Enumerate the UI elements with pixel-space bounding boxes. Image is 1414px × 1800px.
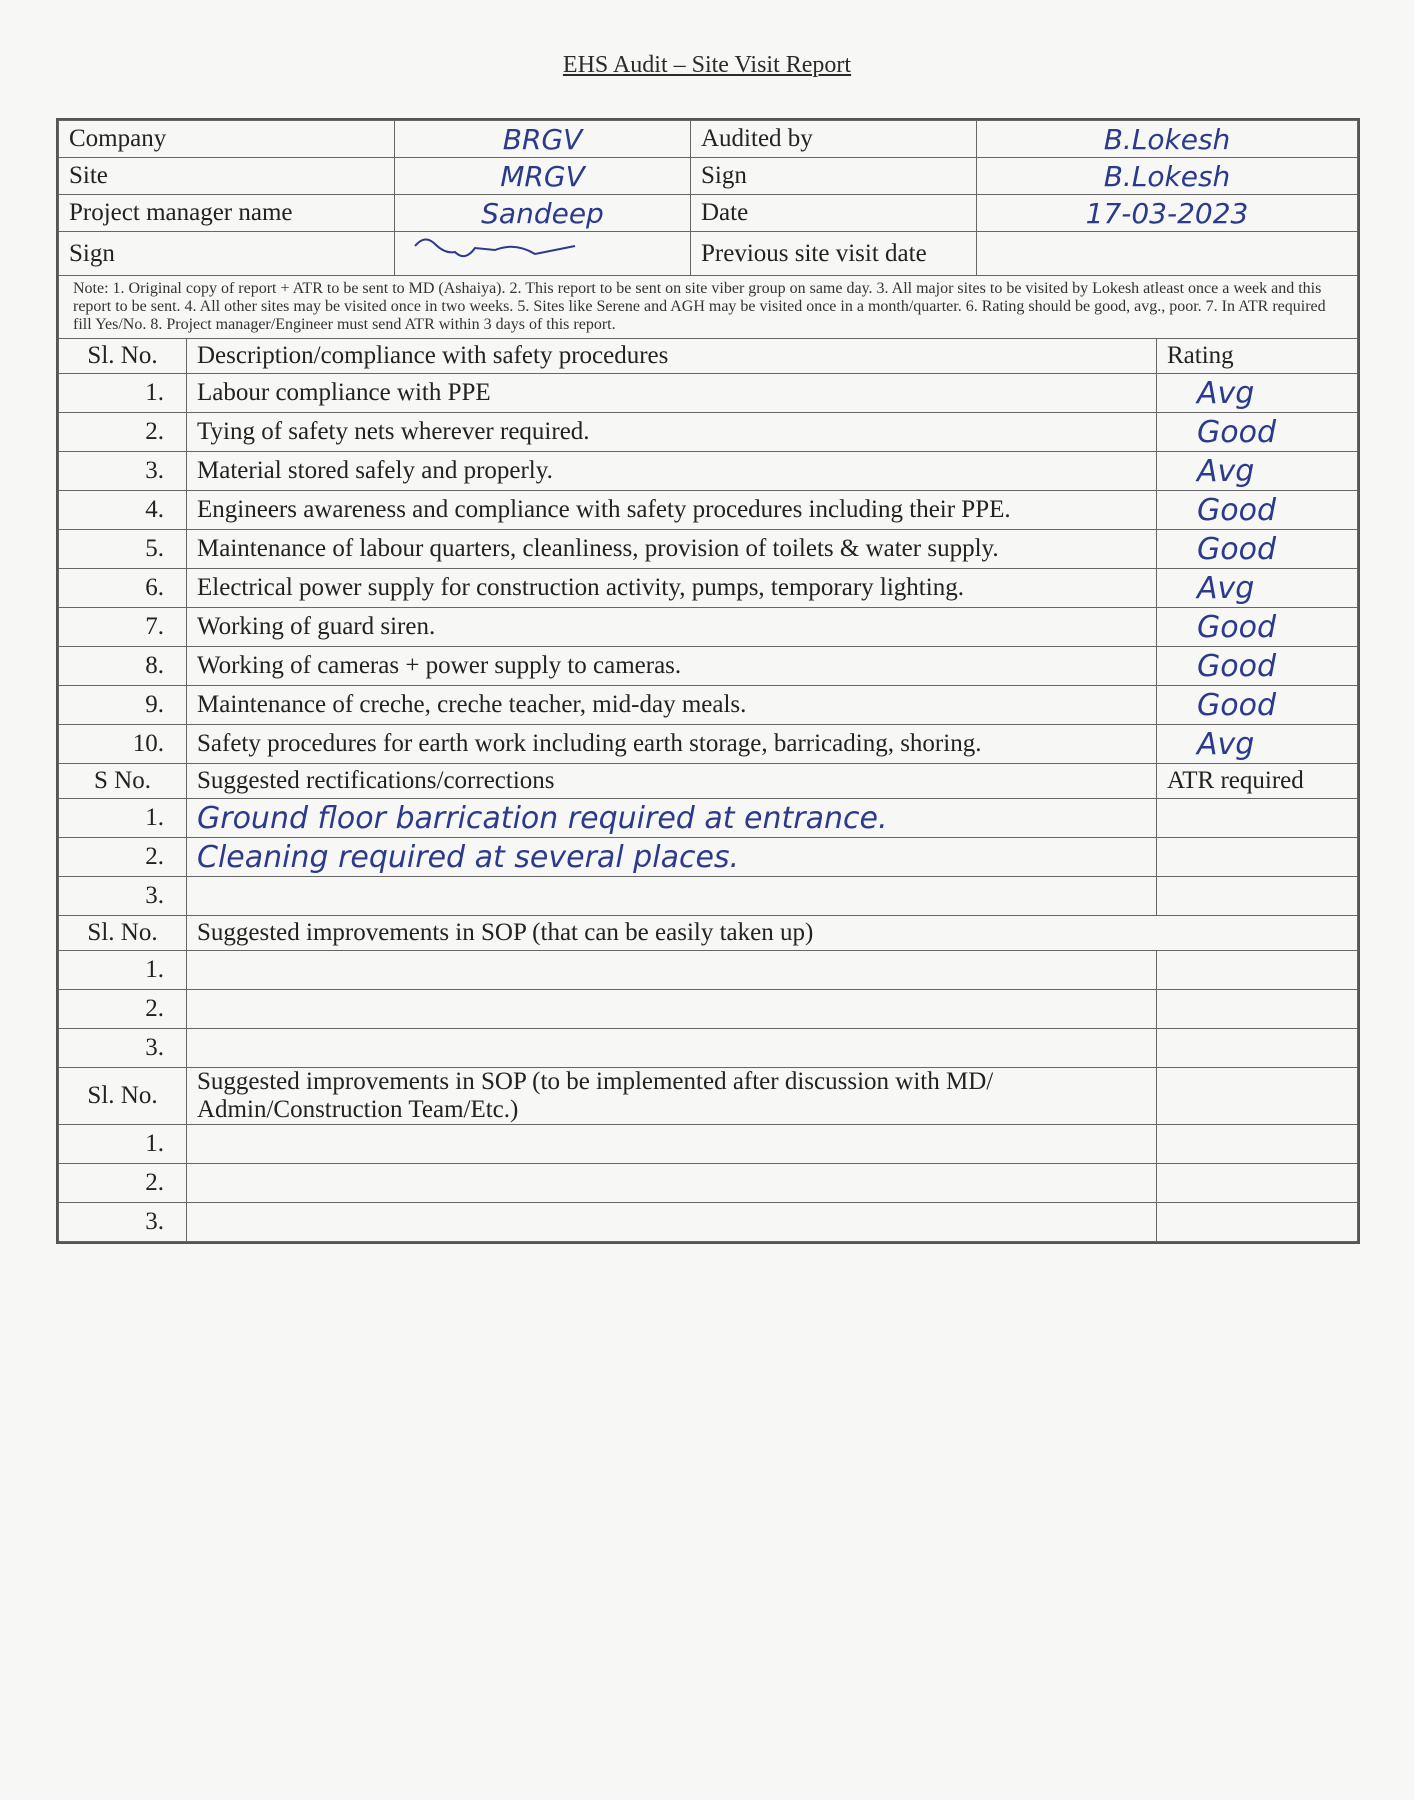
row-rating: Good	[1197, 648, 1276, 684]
row-rating: Good	[1197, 531, 1276, 567]
compliance-col-rating: Rating	[1157, 339, 1358, 374]
blank-cell	[1157, 1203, 1358, 1242]
blank-cell	[1157, 1125, 1358, 1164]
blank-cell	[187, 1029, 1157, 1068]
signature-scribble-icon	[405, 232, 585, 268]
header-table	[58, 120, 1358, 276]
row-number: 3.	[59, 877, 187, 916]
rectifications-col-no: S No.	[59, 764, 187, 799]
table-row	[59, 530, 1358, 569]
rectification-text: Cleaning required at several places.	[187, 838, 1157, 877]
row-number: 5.	[59, 530, 187, 569]
compliance-table	[58, 338, 1358, 1242]
table-row	[59, 990, 1358, 1029]
table-row	[59, 951, 1358, 990]
row-number: 1.	[59, 799, 187, 838]
audit-form	[56, 118, 1360, 1244]
table-row	[59, 1164, 1358, 1203]
blank-cell	[187, 951, 1157, 990]
row-rating: Avg	[1197, 375, 1255, 411]
auditor-sign-label: Sign	[691, 158, 977, 195]
table-row	[59, 877, 1358, 916]
row-description: Tying of safety nets wherever required.	[187, 413, 1157, 452]
prev-visit-value	[977, 232, 1358, 276]
table-row	[59, 374, 1358, 413]
atr-cell	[1157, 799, 1358, 838]
sop-easy-col-desc: Suggested improvements in SOP (that can be easily taken up)	[187, 916, 1358, 951]
row-rating: Good	[1197, 609, 1276, 645]
row-number: 3.	[59, 1203, 187, 1242]
row-number: 3.	[59, 1029, 187, 1068]
table-row	[59, 1029, 1358, 1068]
sop-discuss-col-no: Sl. No.	[59, 1068, 187, 1125]
company-value: BRGV	[395, 121, 691, 158]
blank-cell	[1157, 1029, 1358, 1068]
row-number: 7.	[59, 608, 187, 647]
row-description: Engineers awareness and compliance with safety procedures including their PPE.	[187, 491, 1157, 530]
pm-sign-label: Sign	[59, 232, 395, 276]
blank-cell	[187, 990, 1157, 1029]
table-row	[59, 491, 1358, 530]
audited-by-value: B.Lokesh	[977, 121, 1358, 158]
row-number: 3.	[59, 452, 187, 491]
table-row	[59, 569, 1358, 608]
rectifications-col-atr: ATR required	[1157, 764, 1358, 799]
row-rating: Avg	[1197, 453, 1255, 489]
row-number: 9.	[59, 686, 187, 725]
table-row	[59, 413, 1358, 452]
table-row	[59, 1203, 1358, 1242]
row-rating: Good	[1197, 414, 1276, 450]
company-label: Company	[59, 121, 395, 158]
row-number: 2.	[59, 1164, 187, 1203]
row-rating: Good	[1197, 687, 1276, 723]
table-row	[59, 608, 1358, 647]
pm-signature	[395, 232, 691, 276]
sop-discuss-col-desc: Suggested improvements in SOP (to be implemented after discussion with MD/ Admin/Construction Team/Etc.)	[187, 1068, 1157, 1125]
row-number: 2.	[59, 838, 187, 877]
row-number: 8.	[59, 647, 187, 686]
row-number: 6.	[59, 569, 187, 608]
row-description: Labour compliance with PPE	[187, 374, 1157, 413]
row-rating: Good	[1197, 492, 1276, 528]
blank-cell	[187, 1164, 1157, 1203]
row-description: Maintenance of labour quarters, cleanliness, provision of toilets & water supply.	[187, 530, 1157, 569]
compliance-col-desc: Description/compliance with safety procedures	[187, 339, 1157, 374]
rectifications-col-desc: Suggested rectifications/corrections	[187, 764, 1157, 799]
table-row	[59, 799, 1358, 838]
blank-cell	[187, 1125, 1157, 1164]
prev-visit-label: Previous site visit date	[691, 232, 977, 276]
table-row	[59, 686, 1358, 725]
row-number: 2.	[59, 990, 187, 1029]
blank-cell	[1157, 990, 1358, 1029]
table-row	[59, 452, 1358, 491]
row-number: 1.	[59, 951, 187, 990]
page-title: EHS Audit – Site Visit Report	[562, 52, 852, 78]
row-description: Safety procedures for earth work including earth storage, barricading, shoring.	[187, 725, 1157, 764]
row-description: Maintenance of creche, creche teacher, mid-day meals.	[187, 686, 1157, 725]
site-value: MRGV	[395, 158, 691, 195]
site-label: Site	[59, 158, 395, 195]
row-rating: Avg	[1197, 726, 1255, 762]
row-description: Working of guard siren.	[187, 608, 1157, 647]
blank-cell	[1157, 1164, 1358, 1203]
date-label: Date	[691, 195, 977, 232]
table-row	[59, 725, 1358, 764]
atr-cell	[1157, 838, 1358, 877]
table-row	[59, 1125, 1358, 1164]
table-row	[59, 647, 1358, 686]
blank-cell	[187, 1203, 1157, 1242]
blank-cell	[1157, 951, 1358, 990]
instructions-note: Note: 1. Original copy of report + ATR to be sent to MD (Ashaiya). 2. This report to be sent on site viber group on same day. 3. All major sites to be visited by Lokesh atleast once a week and this report to be sent. 4. All other sites may be visited once in two weeks. 5. Sites like Serene and AGH may be visited once in a month/quarter. 6. Rating should be good, avg., poor. 7. In ATR required fill Yes/No. 8. Project manager/Engineer must send ATR within 3 days of this report.	[58, 276, 1358, 338]
atr-cell	[1157, 877, 1358, 916]
row-description: Material stored safely and properly.	[187, 452, 1157, 491]
row-number: 1.	[59, 374, 187, 413]
row-rating: Avg	[1197, 570, 1255, 606]
row-description: Electrical power supply for construction activity, pumps, temporary lighting.	[187, 569, 1157, 608]
row-description: Working of cameras + power supply to cameras.	[187, 647, 1157, 686]
compliance-col-no: Sl. No.	[59, 339, 187, 374]
sop-easy-col-no: Sl. No.	[59, 916, 187, 951]
rectification-text: Ground floor barrication required at entrance.	[187, 799, 1157, 838]
auditor-sign-value: B.Lokesh	[977, 158, 1358, 195]
row-number: 2.	[59, 413, 187, 452]
audited-by-label: Audited by	[691, 121, 977, 158]
rectification-text	[187, 877, 1157, 916]
pm-value: Sandeep	[395, 195, 691, 232]
pm-label: Project manager name	[59, 195, 395, 232]
table-row	[59, 838, 1358, 877]
blank-cell	[1157, 1068, 1358, 1125]
row-number: 10.	[59, 725, 187, 764]
row-number: 1.	[59, 1125, 187, 1164]
date-value: 17-03-2023	[977, 195, 1358, 232]
row-number: 4.	[59, 491, 187, 530]
